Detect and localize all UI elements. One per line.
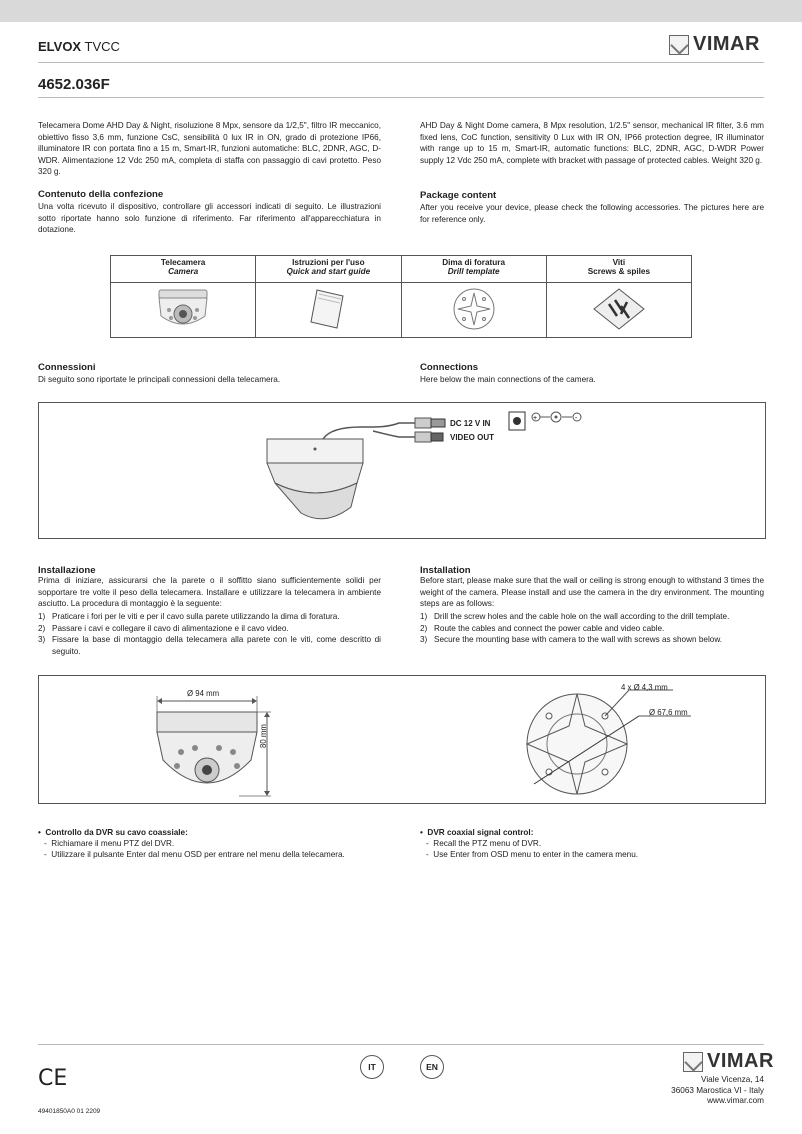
accessory-template-cell	[401, 283, 546, 338]
package-text-it: Una volta ricevuto il dispositivo, controllare gli accessori indicati di seguito. Le illustrazioni sotto riportate hanno solo funzione di riferimento. Far riferimento all'apparecchiatura in dotazione.	[38, 202, 381, 235]
step: 2) Route the cables and connect the power cable and video cable.	[420, 623, 665, 633]
dvr-title-en: • DVR coaxial signal control:	[420, 828, 534, 837]
address-line: Viale Vicenza, 14	[701, 1075, 764, 1084]
top-bar	[0, 0, 802, 22]
dimensions-illustration	[39, 676, 765, 803]
document-code: 49401850A0 01 2209	[38, 1108, 101, 1115]
accessory-header-template: Dima di foratura Drill template	[401, 256, 546, 283]
svg-text:+: +	[533, 415, 538, 422]
camera-icon	[151, 286, 215, 332]
divider	[38, 97, 764, 98]
drill-template-icon	[449, 286, 499, 332]
vimar-logo-icon	[683, 1052, 703, 1072]
address-line: 36063 Marostica VI - Italy	[671, 1085, 764, 1095]
package-title-en: Package content	[420, 190, 497, 201]
website-link[interactable]: www.vimar.com	[707, 1096, 764, 1105]
accessory-header-screws: Viti Screws & spiles	[546, 256, 691, 283]
connections-text-en: Here below the main connections of the camera.	[420, 375, 596, 384]
dc-12v-label: DC 12 V IN	[450, 419, 491, 428]
step: 1) Drill the screw holes and the cable hole on the wall according to the drill template.	[420, 612, 730, 621]
dvr-control-en	[420, 827, 764, 860]
installation-diagram	[38, 675, 766, 804]
accessory-header-guide: Istruzioni per l'uso Quick and start guide	[256, 256, 401, 283]
company-address	[671, 1075, 764, 1107]
booklet-icon	[303, 286, 353, 332]
installation-steps-en	[420, 611, 764, 646]
step: 2) Passare i cavi e collegare il cavo di alimentazione e il cavo video.	[38, 623, 289, 633]
svg-text:-: -	[575, 415, 578, 422]
installation-text-it: Prima di iniziare, assicurarsi che la parete o il soffitto siano sufficientemente solidi per sopportare tre volte il peso della telecamera. Installare e utilizzare la telecamera in ambiente asciutto. La procedura di montaggio è la seguente:	[38, 576, 381, 609]
dimension-circle-label: Ø 67,6 mm	[649, 708, 688, 717]
ce-mark: CE	[38, 1066, 68, 1091]
vimar-logo: VIMAR	[669, 33, 760, 56]
connections-title-en: Connections	[420, 362, 479, 373]
list-item: - Richiamare il menu PTZ del DVR.	[44, 839, 175, 848]
intro-it: Telecamera Dome AHD Day & Night, risoluzione 8 Mpx, sensore da 1/2,5", filtro IR meccanico, obiettivo fisso 3,6 mm, funzione CsC, sensibilità 0 lux IR in ON, grado di protezione IP66, illuminatore IR con portata fino a 15 m, Smart-IR, funzioni automatiche: BLC, 2DNR, AGC, D-WDR. Alimentazione 12 Vdc 250 mA, completa di staffa con passaggio di cavi protetto. Peso 320 g.	[38, 121, 381, 177]
dimension-height-label: 80 mm	[259, 724, 268, 748]
accessory-header-camera: Telecamera Camera	[111, 256, 256, 283]
vimar-logo-icon	[669, 35, 689, 55]
language-badge-it: IT	[360, 1055, 384, 1079]
installation-text-en: Before start, please make sure that the wall or ceiling is strong enough to withstand 3 times the weight of the camera. Please install and use the camera in the dry environment. The mounting steps are as follows:	[420, 576, 764, 609]
intro-en: AHD Day & Night Dome camera, 8 Mpx resolution, 1/2.5" sensor, mechanical IR filter, 3.6 mm fixed lens, CoC function, sensitivity 0 Lux with IR ON, IP66 protection degree, IR illuminator with range up to 15 m, Smart-IR, automatic functions: BLC, 2DNR, AGC, D-WDR Power supply 12 Vdc 250 mA, complete with bracket with passage of protected cables. Weight 320 g.	[420, 121, 764, 165]
list-item: - Utilizzare il pulsante Enter dal menu OSD per entrare nel menu della telecamera.	[44, 850, 345, 859]
screws-icon	[591, 286, 647, 332]
accessories-table	[110, 255, 692, 338]
package-text-en: After you receive your device, please check the following accessories. The pictures here are for reference only.	[420, 203, 764, 224]
connections-title-it: Connessioni	[38, 362, 96, 373]
language-badge-en: EN	[420, 1055, 444, 1079]
dvr-title-it: • Controllo da DVR su cavo coassiale:	[38, 828, 188, 837]
package-title-it: Contenuto della confezione	[38, 189, 164, 200]
step: 3) Fissare la base di montaggio della telecamera alla parete con le viti, come descritto di seguito.	[38, 635, 381, 656]
installation-title-en: Installation	[420, 565, 471, 576]
dvr-control-it	[38, 827, 398, 860]
dimension-width-label: Ø 94 mm	[187, 689, 220, 698]
accessory-screws-cell	[546, 283, 691, 338]
installation-steps-it	[38, 611, 381, 657]
installation-title-it: Installazione	[38, 565, 96, 576]
accessory-camera-cell	[111, 283, 256, 338]
footer-divider	[38, 1044, 764, 1045]
list-item: - Use Enter from OSD menu to enter in the camera menu.	[426, 850, 639, 859]
product-code: 4652.036F	[38, 76, 110, 93]
step: 1) Praticare i fori per le viti e per il cavo sulla parete utilizzando la dima di foratura.	[38, 612, 340, 621]
dimension-holes-label: 4 x Ø 4,3 mm	[621, 683, 668, 692]
divider	[38, 62, 764, 63]
connections-text-it: Di seguito sono riportate le principali connessioni della telecamera.	[38, 375, 281, 384]
camera-connection-illustration	[39, 403, 765, 538]
brand-title: ELVOX TVCC	[38, 39, 120, 54]
video-out-label: VIDEO OUT	[450, 433, 495, 442]
list-item: - Recall the PTZ menu of DVR.	[426, 839, 542, 848]
accessory-guide-cell	[256, 283, 401, 338]
step: 3) Secure the mounting base with camera to the wall with screws as shown below.	[420, 635, 723, 645]
footer-vimar-logo: VIMAR	[683, 1050, 774, 1073]
connections-diagram	[38, 402, 766, 539]
